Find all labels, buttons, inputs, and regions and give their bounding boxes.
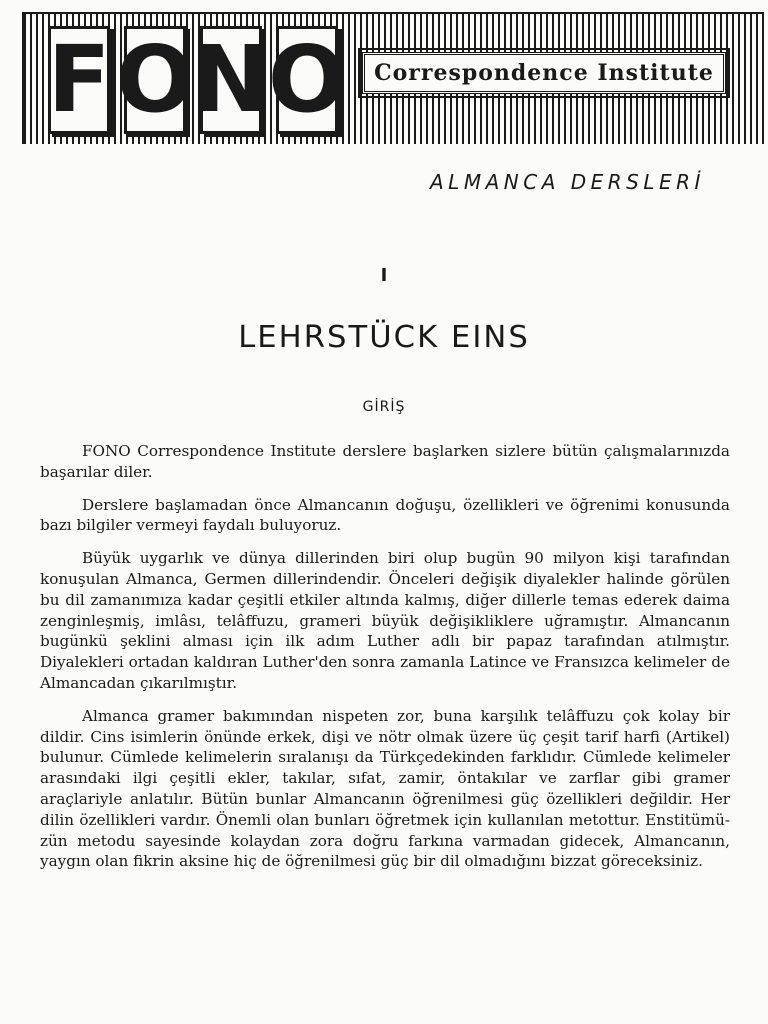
logo-letter: F <box>47 26 111 133</box>
paragraph: Almanca gramer bakımından nispeten zor, buna karşılık telâffuzu çok kolay bir dildir. Cins isimlerin önünde erkek, dişi ve nötr olmak üzere üç çeşit tarif harfi (Artikel) bulunur. Cümlede kelimelerin sıralanışı da Türkçedekinden farklıdır. Cümlede kelimeler arasındaki ilgi çeşitli ekler, takılar, sıfat, zamir, öntakılar ve zarflar gibi gramer araçlariyle anlatılır. Bütün bunlar Almancanın öğrenilmesi güç özellikleri değildir. Her dilin özellikleri vardır. Önemli olan bunları öğretmek için kullanılan metottur. Enstitümüzün metodu sayesinde kolaydan zora doğru farkına varmadan gidecek, Almancanın, yaygın olan fikrin aksine hiç de öğrenilmesi güç bir dil olmadığını bizzat göreceksiniz. <box>40 706 730 871</box>
institute-name: Correspondence Institute <box>362 52 726 94</box>
section-heading: GİRİŞ <box>362 399 406 415</box>
lesson-number: I <box>380 265 388 286</box>
logo-letter: N <box>192 26 270 133</box>
paragraph: FONO Correspondence Institute derslere başlarken sizlere bütün çalışmalarınızda başarılar diler. <box>40 442 730 481</box>
paragraph: Büyük uygarlık ve dünya dillerinden biri olup bugün 90 milyon kişi tarafından konuşulan Almanca, Germen dillerindendir. Önceleri değişik diyalekler halinde görülen bu dil zamanımıza kadar çeşitli etkiler altında kalmış, diğer dillerle temas ederek daima zenginleşmiş, imlâsı, telâffuzu, grameri büyük değişikliklere uğramıştır. Almancanın bugünkü şeklini alması için ilk adım Luther adlı bir papaz tarafından atılmıştır. Diyalekleri ortadan kaldıran Luther'den sonra zamanla Latince ve Fransızca kelimeler de Almancadan çıkarılmıştır. <box>40 549 730 692</box>
logo-letter: O <box>115 26 195 133</box>
fono-logo <box>47 26 347 134</box>
header-banner <box>22 12 764 144</box>
paragraph: Derslere başlamadan önce Almancanın doğuşu, özellikleri ve öğrenimi konusunda bazı bilgiler vermeyi faydalı buluyoruz. <box>40 495 730 535</box>
course-subtitle: ALMANCA DERSLERİ <box>430 170 705 194</box>
logo-letter: O <box>267 26 347 133</box>
lesson-title: LEHRSTÜCK EINS <box>238 320 530 355</box>
body-text <box>40 441 730 884</box>
